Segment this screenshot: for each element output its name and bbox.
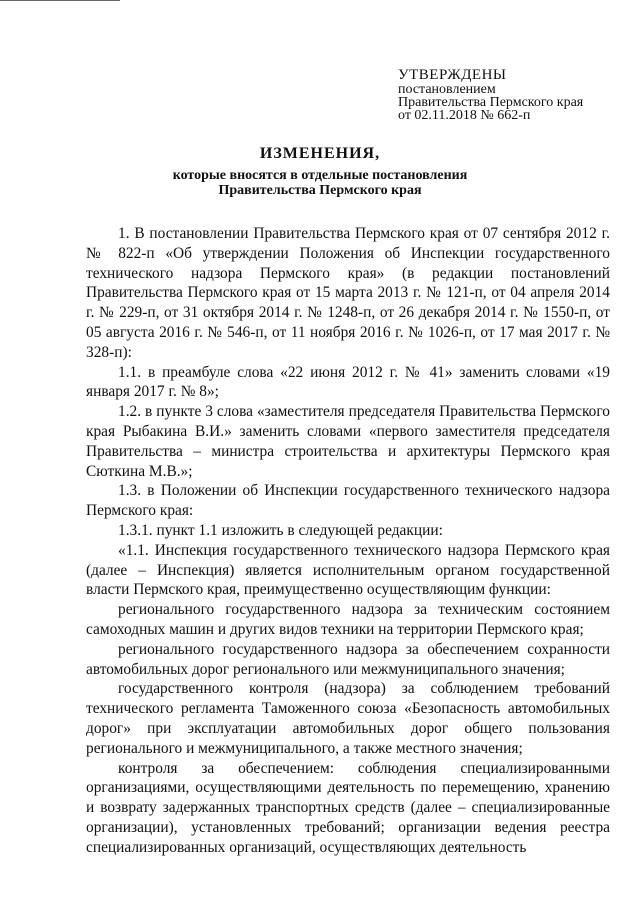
subtitle-line: Правительства Пермского края: [218, 183, 422, 198]
paragraph: 1.3.1. пункт 1.1 изложить в следующей редакции:: [118, 521, 443, 539]
paragraph: регионального государственного надзора за техническим состоянием самоходных машин и других видов техники на территории Пермского края;: [86, 601, 610, 638]
approval-line: от 02.11.2018 № 662-п: [398, 108, 531, 123]
paragraph: 1.2. в пункте 3 слова «заместителя председателя Правительства Пермского края Рыбакина В.И.» заменить словами «первого заместителя председателя Правительства – министра строительства и архитектуры Пермского края Сюткина М.В.»;: [86, 403, 610, 480]
paragraph: 1.3. в Положении об Инспекции государственного технического надзора Пермского края:: [86, 482, 610, 520]
paragraph: контроля за обеспечением: соблюдения специализированными организациями, осуществляющими деятельность по перемещению, хранению и возврату задержанных транспортных средств (далее – специализированные организации), установленных требований; организации ведения реестра специализированных организаций, осуществляющих деятельность: [86, 759, 610, 856]
approval-line: Правительства Пермского края: [398, 95, 584, 110]
paragraph: «1.1. Инспекция государственного технического надзора Пермского края (далее – Инспекция) является исполнительным органом государственной власти Пермского края, преимущественно осуществляющим функции:: [86, 541, 610, 599]
paragraph: регионального государственного надзора за обеспечением сохранности автомобильных дорог регионального или межмуниципального значения;: [86, 640, 610, 678]
document-body: [86, 224, 610, 858]
approval-stamp: [398, 68, 628, 122]
paragraph: государственного контроля (надзора) за соблюдением требований технического регламента Таможенного союза «Безопасность автомобильных дорог» при эксплуатации автомобильных дорог общего пользования регионального и межмуниципального, а также местного значения;: [86, 680, 610, 757]
top-divider: [0, 0, 120, 1]
approval-line: постановлением: [398, 82, 496, 97]
paragraph: 1. В постановлении Правительства Пермского края от 07 сентября 2012 г. № 822-п «Об утверждении Положения об Инспекции государственного технического надзора Пермского края» (в редакции постановлений Правительства Пермского края от 15 марта 2013 г. № 121-п, от 04 апреля 2014 г. № 229-п, от 31 октября 2014 г. № 1248-п, от 26 декабря 2014 г. № 1550-п, от 05 августа 2016 г. № 546-п, от 11 ноября 2016 г. № 1026-п, от 17 мая 2017 г. № 328-п):: [86, 225, 610, 361]
approval-title: УТВЕРЖДЕНЫ: [398, 67, 507, 83]
subtitle-line: которые вносятся в отдельные постановления: [172, 168, 468, 183]
document-subtitle: [0, 168, 640, 198]
paragraph: 1.1. в преамбуле слова «22 июня 2012 г. № 41» заменить словами «19 января 2017 г. № 8»;: [86, 363, 610, 401]
document-title: ИЗМЕНЕНИЯ,: [259, 145, 381, 162]
